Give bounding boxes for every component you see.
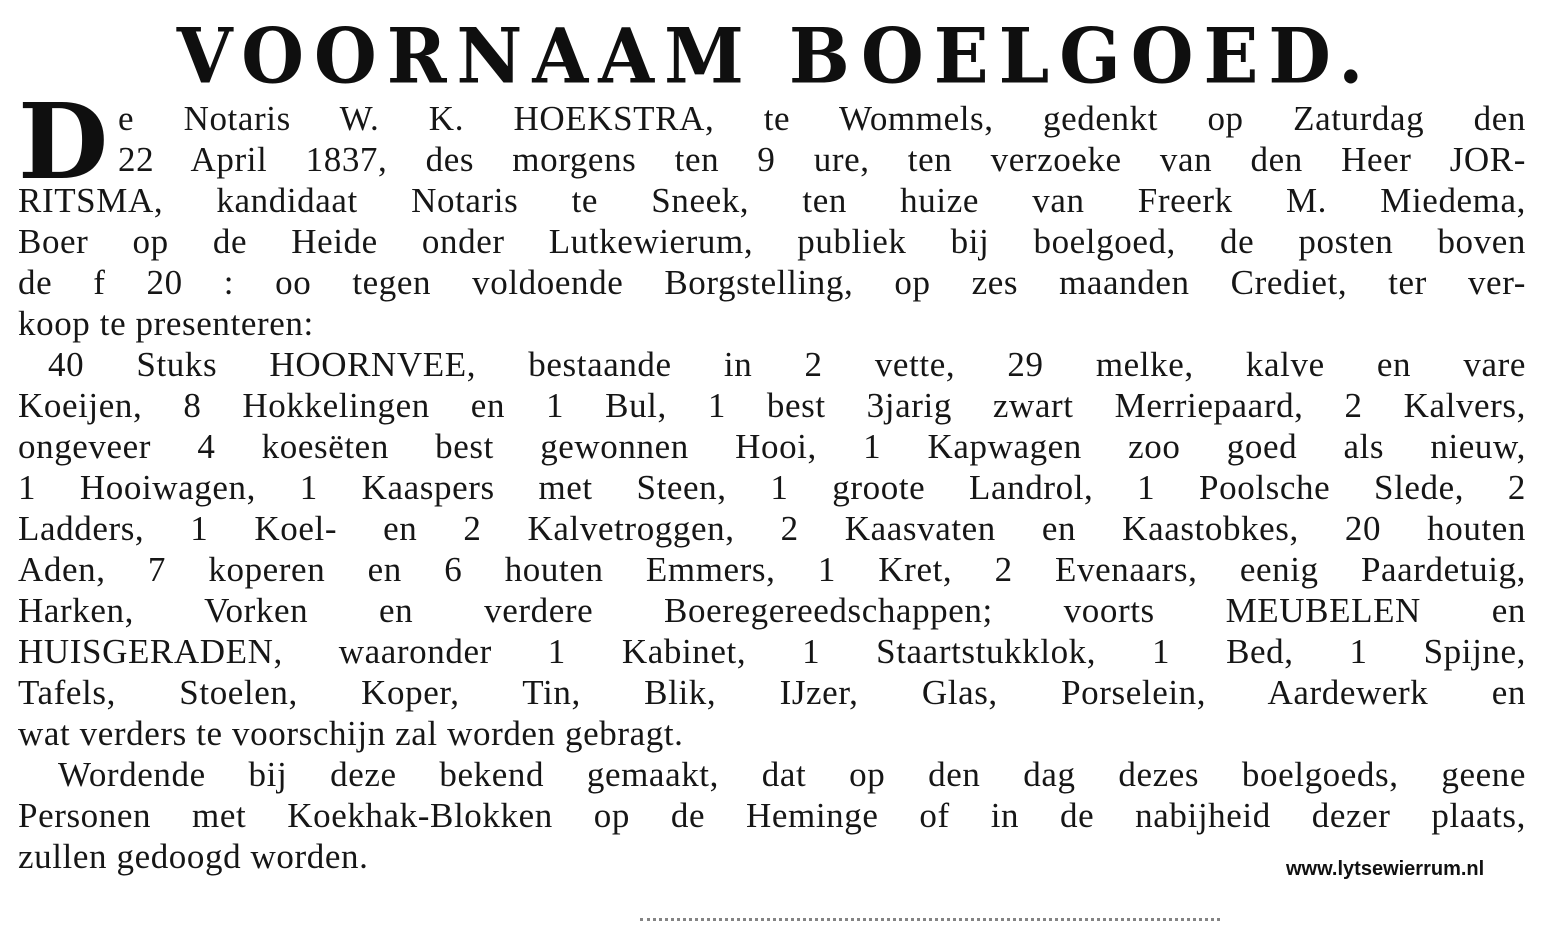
text-line: zullen gedoogd worden. [18,837,369,876]
text-line: Koeijen, 8 Hokkelingen en 1 Bul, 1 best 3jarig zwart Merriepaard, 2 Kalvers, [18,386,1526,425]
text-line: Tafels, Stoelen, Koper, Tin, Blik, IJzer, Glas, Porselein, Aardewerk en [18,673,1526,712]
text-line: Aden, 7 koperen en 6 houten Emmers, 1 Kret, 2 Evenaars, eenig Paardetuig, [18,550,1526,589]
text-line: Harken, Vorken en verdere Boeregereedschappen; voorts MEUBELEN en [18,591,1526,630]
text-line: 22 April 1837, des morgens ten 9 ure, ten verzoeke van den Heer JOR- [118,140,1526,179]
text-line: Ladders, 1 Koel- en 2 Kalvetroggen, 2 Kaasvaten en Kaastobkes, 20 houten [18,509,1526,548]
text-line: Boer op de Heide onder Lutkewierum, publiek bij boelgoed, de posten boven [18,222,1526,261]
source-url-watermark: www.lytsewierrum.nl [1286,858,1485,880]
text-line: HUISGERADEN, waaronder 1 Kabinet, 1 Staartstukklok, 1 Bed, 1 Spijne, [18,632,1526,671]
advertisement-title: VOORNAAM BOELGOED. [176,10,1374,101]
text-line: e Notaris W. K. HOEKSTRA, te Wommels, gedenkt op Zaturdag den [118,99,1526,138]
cut-off-next-line [640,918,1220,935]
text-line: Wordende bij deze bekend gemaakt, dat op den dag dezes boelgoeds, geene [58,755,1526,794]
text-line: wat verders te voorschijn zal worden gebragt. [18,714,684,753]
text-line: 1 Hooiwagen, 1 Kaaspers met Steen, 1 groote Landrol, 1 Poolsche Slede, 2 [18,468,1526,507]
text-line: ongeveer 4 koesëten best gewonnen Hooi, 1 Kapwagen zoo goed als nieuw, [18,427,1526,466]
text-line: de f 20 : oo tegen voldoende Borgstelling, op zes maanden Crediet, ter ver- [18,263,1526,302]
drop-cap-letter: D [18,80,109,203]
text-line: 40 Stuks HOORNVEE, bestaande in 2 vette, 29 melke, kalve en vare [48,345,1526,384]
text-line: koop te presenteren: [18,304,314,343]
text-line: Personen met Koekhak-Blokken op de Heminge of in de nabijheid dezer plaats, [18,796,1526,835]
advertisement-body [18,80,1526,877]
text-line: RITSMA, kandidaat Notaris te Sneek, ten huize van Freerk M. Miedema, [18,181,1526,220]
